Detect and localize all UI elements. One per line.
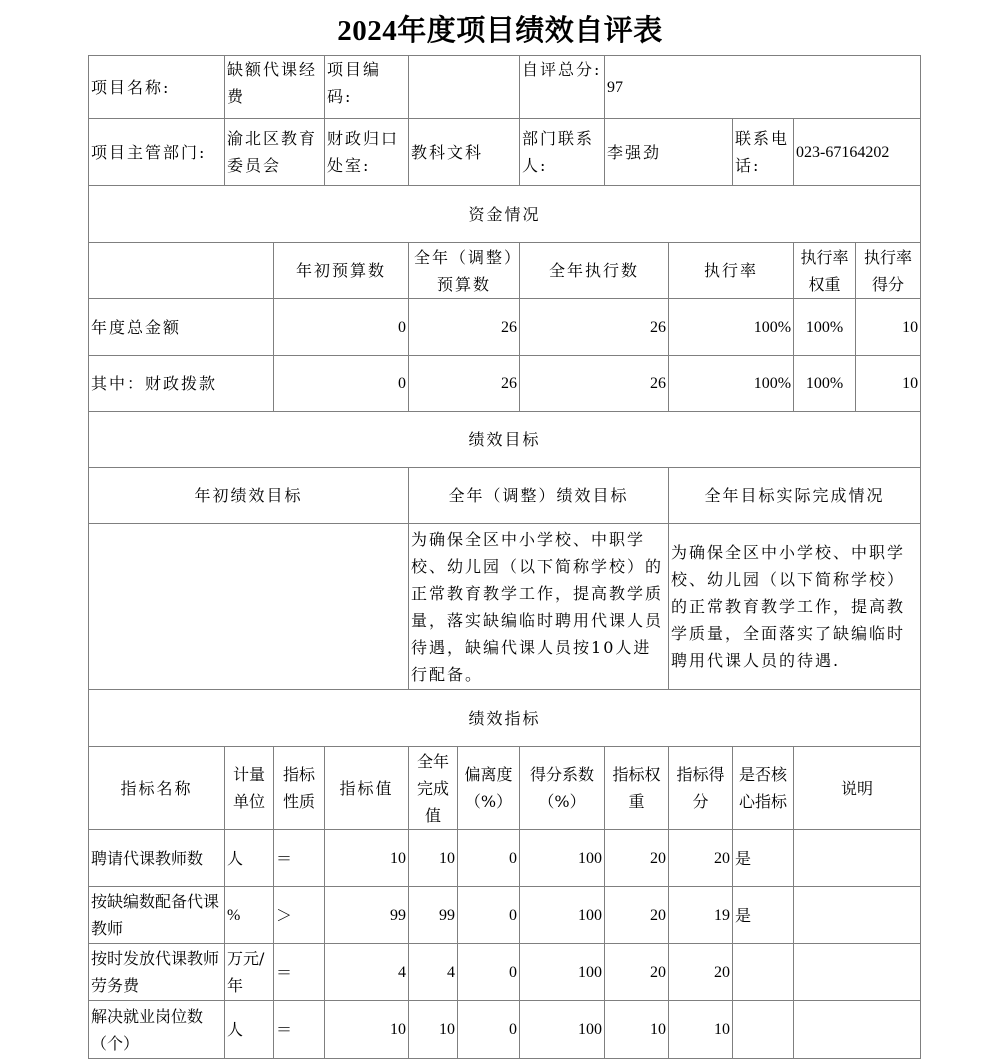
ind-core: [733, 944, 794, 1001]
indicator-row: [89, 944, 921, 1001]
ind-header-core: 是否核心指标: [733, 747, 794, 830]
performance-table: [88, 55, 921, 1059]
ind-coef: 100: [520, 887, 605, 944]
funding-header-weight: 执行率权重: [794, 243, 856, 299]
ind-unit: 人: [225, 830, 274, 887]
project-code-label: 项目编码:: [325, 56, 409, 119]
ind-header-actual: 全年完成值: [409, 747, 458, 830]
funding-weight: 100%: [794, 356, 856, 412]
phone-value: 023-67164202: [794, 119, 921, 186]
ind-nature: ＝: [274, 1001, 325, 1059]
ind-weight: 10: [605, 1001, 669, 1059]
ind-unit: 万元/年: [225, 944, 274, 1001]
ind-note: [794, 944, 921, 1001]
funding-executed: 26: [520, 356, 669, 412]
contact-value: 李强劲: [605, 119, 733, 186]
ind-header-note: 说明: [794, 747, 921, 830]
indicator-row: [89, 887, 921, 944]
ind-note: [794, 830, 921, 887]
ind-note: [794, 887, 921, 944]
goals-section-title: 绩效目标: [89, 412, 921, 468]
ind-score: 20: [669, 944, 733, 1001]
funding-header-blank: [89, 243, 274, 299]
funding-executed: 26: [520, 299, 669, 356]
indicators-section-title: 绩效指标: [89, 690, 921, 747]
self-score-label: 自评总分:: [520, 56, 605, 119]
ind-target: 99: [325, 887, 409, 944]
ind-target: 10: [325, 1001, 409, 1059]
ind-deviation: 0: [458, 1001, 520, 1059]
ind-coef: 100: [520, 830, 605, 887]
project-name-value: 缺额代课经费: [225, 56, 325, 119]
funding-adjusted: 26: [409, 299, 520, 356]
indicator-row: [89, 1001, 921, 1059]
finance-office-label: 财政归口处室:: [325, 119, 409, 186]
funding-row-label: 其中：财政拨款: [89, 356, 274, 412]
ind-name: 按缺编数配备代课教师: [89, 887, 225, 944]
project-name-label: 项目名称:: [89, 56, 225, 119]
funding-score: 10: [856, 299, 921, 356]
ind-name: 解决就业岗位数（个）: [89, 1001, 225, 1059]
funding-header-adjusted: 全年（调整）预算数: [409, 243, 520, 299]
ind-actual: 4: [409, 944, 458, 1001]
funding-header-initial: 年初预算数: [274, 243, 409, 299]
funding-header-score: 执行率得分: [856, 243, 921, 299]
goals-adjusted: 为确保全区中小学校、中职学校、幼儿园（以下简称学校）的正常教育教学工作，提高教学质量，落实缺编临时聘用代课人员待遇，缺编代课人员按10人进行配备。: [409, 524, 669, 690]
indicator-row: [89, 830, 921, 887]
funding-weight: 100%: [794, 299, 856, 356]
goals-section-row: [89, 412, 921, 468]
finance-office-value: 教科文科: [409, 119, 520, 186]
funding-rate: 100%: [669, 356, 794, 412]
ind-header-weight: 指标权重: [605, 747, 669, 830]
ind-header-unit: 计量单位: [225, 747, 274, 830]
ind-actual: 10: [409, 1001, 458, 1059]
goals-header-actual: 全年目标实际完成情况: [669, 468, 921, 524]
goals-header-initial: 年初绩效目标: [89, 468, 409, 524]
project-code-value: [409, 56, 520, 119]
ind-deviation: 0: [458, 830, 520, 887]
ind-header-coef: 得分系数（%）: [520, 747, 605, 830]
ind-actual: 99: [409, 887, 458, 944]
funding-row: [89, 299, 921, 356]
funding-header-executed: 全年执行数: [520, 243, 669, 299]
ind-header-score: 指标得分: [669, 747, 733, 830]
funding-header-row: [89, 243, 921, 299]
funding-adjusted: 26: [409, 356, 520, 412]
ind-score: 19: [669, 887, 733, 944]
ind-weight: 20: [605, 830, 669, 887]
ind-coef: 100: [520, 1001, 605, 1059]
ind-actual: 10: [409, 830, 458, 887]
ind-name: 聘请代课教师数: [89, 830, 225, 887]
ind-header-nature: 指标性质: [274, 747, 325, 830]
funding-row: [89, 356, 921, 412]
goals-body-row: [89, 524, 921, 690]
goals-header-row: [89, 468, 921, 524]
goals-header-adjusted: 全年（调整）绩效目标: [409, 468, 669, 524]
funding-section-row: [89, 186, 921, 243]
funding-score: 10: [856, 356, 921, 412]
ind-deviation: 0: [458, 944, 520, 1001]
ind-score: 20: [669, 830, 733, 887]
ind-coef: 100: [520, 944, 605, 1001]
ind-header-target: 指标值: [325, 747, 409, 830]
ind-note: [794, 1001, 921, 1059]
indicators-header-row: [89, 747, 921, 830]
ind-target: 10: [325, 830, 409, 887]
phone-label: 联系电话:: [733, 119, 794, 186]
funding-rate: 100%: [669, 299, 794, 356]
ind-core: 是: [733, 830, 794, 887]
goals-actual: 为确保全区中小学校、中职学校、幼儿园（以下简称学校）的正常教育教学工作，提高教学质量，全面落实了缺编临时聘用代课人员的待遇.: [669, 524, 921, 690]
ind-core: 是: [733, 887, 794, 944]
funding-header-rate: 执行率: [669, 243, 794, 299]
ind-header-name: 指标名称: [89, 747, 225, 830]
ind-core: [733, 1001, 794, 1059]
ind-score: 10: [669, 1001, 733, 1059]
contact-label: 部门联系人:: [520, 119, 605, 186]
funding-section-title: 资金情况: [89, 186, 921, 243]
indicators-section-row: [89, 690, 921, 747]
funding-row-label: 年度总金额: [89, 299, 274, 356]
page-title: 2024年度项目绩效自评表: [337, 15, 663, 47]
funding-initial: 0: [274, 356, 409, 412]
funding-initial: 0: [274, 299, 409, 356]
ind-unit: 人: [225, 1001, 274, 1059]
goals-initial: [89, 524, 409, 690]
dept-value: 渝北区教育委员会: [225, 119, 325, 186]
ind-nature: ＝: [274, 944, 325, 1001]
self-score-value: 97: [605, 56, 921, 119]
ind-weight: 20: [605, 944, 669, 1001]
ind-nature: ＝: [274, 830, 325, 887]
ind-name: 按时发放代课教师劳务费: [89, 944, 225, 1001]
ind-unit: %: [225, 887, 274, 944]
dept-label: 项目主管部门:: [89, 119, 225, 186]
ind-deviation: 0: [458, 887, 520, 944]
ind-weight: 20: [605, 887, 669, 944]
ind-header-deviation: 偏离度（%）: [458, 747, 520, 830]
ind-target: 4: [325, 944, 409, 1001]
ind-nature: ＞: [274, 887, 325, 944]
project-info-row-2: [89, 119, 921, 186]
project-info-row-1: [89, 56, 921, 119]
